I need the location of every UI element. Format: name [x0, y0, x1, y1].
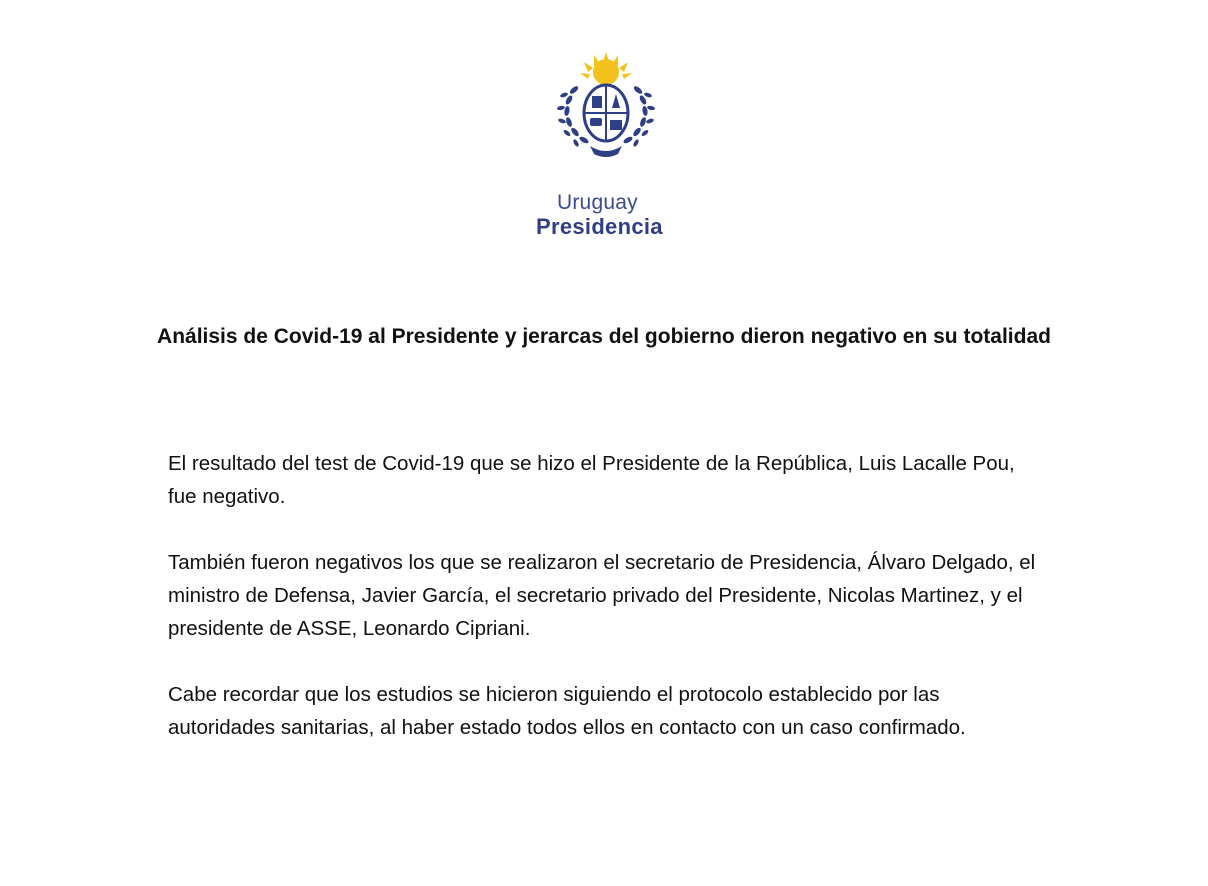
uruguay-coat-of-arms-icon	[556, 50, 656, 160]
presidencia-logo	[530, 192, 690, 238]
document-body	[168, 447, 1048, 777]
paragraph-1: El resultado del test de Covid-19 que se hizo el Presidente de la República, Luis Lacalle Pou, fue negativo.	[168, 452, 1015, 508]
document-title: Análisis de Covid-19 al Presidente y jerarcas del gobierno dieron negativo en su totalidad	[157, 325, 1051, 348]
brand-institution: Presidencia	[536, 214, 663, 239]
paragraph-2: También fueron negativos los que se realizaron el secretario de Presidencia, Álvaro Delgado, el ministro de Defensa, Javier García, el secretario privado del Presidente, Nicolas Martinez, y el presidente de ASSE, Leonardo Cipriani.	[168, 551, 1036, 640]
brand-country: Uruguay	[557, 191, 638, 214]
paragraph-3: Cabe recordar que los estudios se hicieron siguiendo el protocolo establecido por las autoridades sanitarias, al haber estado todos ellos en contacto con un caso confirmado.	[168, 683, 966, 739]
